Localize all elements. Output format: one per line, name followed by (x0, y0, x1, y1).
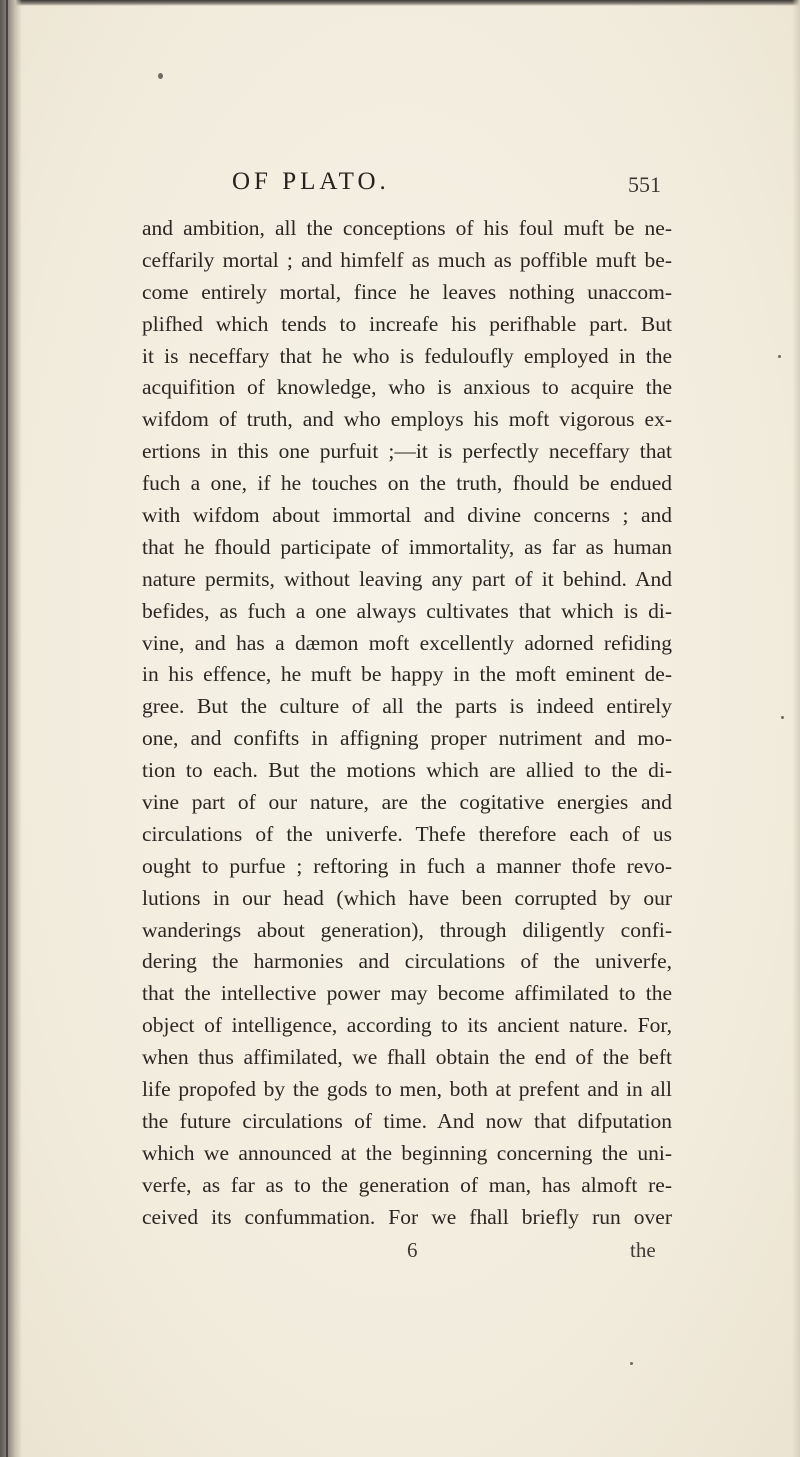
text-line: fuch a one, if he touches on the truth, fhould be endued (142, 471, 672, 496)
text-line: acquifition of knowledge, who is anxious to acquire the (142, 375, 672, 400)
text-line: that he fhould participate of immortality, as far as human (142, 534, 672, 559)
page-footer (0, 1238, 800, 1270)
paper-speck (781, 716, 784, 719)
text-line: ceived its confummation. For we fhall briefly run over (142, 1204, 672, 1229)
paper-speck (630, 1362, 633, 1365)
text-line: ought to purfue ; reftoring in fuch a manner thofe revo- (142, 853, 672, 878)
text-line: object of intelligence, according to its ancient nature. For, (142, 1013, 672, 1038)
text-line: circulations of the univerfe. Thefe therefore each of us (142, 821, 672, 846)
text-line: it is neceffary that he who is feduloufly employed in the (142, 343, 672, 368)
text-line: when thus affimilated, we fhall obtain the end of the beft (142, 1045, 672, 1070)
text-line: one, and confifts in affigning proper nutriment and mo- (142, 726, 672, 751)
text-line: nature permits, without leaving any part of it behind. And (142, 566, 672, 591)
text-line: befides, as fuch a one always cultivates that which is di- (142, 598, 672, 623)
text-line: wanderings about generation), through diligently confi- (142, 917, 672, 942)
text-line: vine, and has a dæmon moft excellently adorned refiding (142, 630, 672, 655)
text-line: with wifdom about immortal and divine concerns ; and (142, 503, 672, 528)
text-line: tion to each. But the motions which are allied to the di- (142, 758, 672, 783)
text-line: ertions in this one purfuit ;—it is perfectly neceffary that (142, 439, 672, 464)
page-number: 551 (628, 172, 661, 197)
text-line: which we announced at the beginning concerning the uni- (142, 1140, 672, 1165)
signature-mark: 6 (407, 1238, 418, 1262)
text-line: dering the harmonies and circulations of the univerfe, (142, 949, 672, 974)
text-line: ceffarily mortal ; and himfelf as much as poffible muft be- (142, 247, 672, 272)
text-line: that the intellective power may become affimilated to the (142, 981, 672, 1006)
body-text (142, 213, 672, 1234)
text-line: in his effence, he muft be happy in the moft eminent de- (142, 662, 672, 687)
text-line: life propofed by the gods to men, both at prefent and in all (142, 1077, 672, 1102)
catchword: the (630, 1238, 656, 1262)
text-line: come entirely mortal, fince he leaves nothing unaccom- (142, 279, 672, 304)
text-line: plifhed which tends to increafe his perifhable part. But (142, 311, 672, 336)
page-top-edge (0, 0, 800, 6)
running-head (0, 168, 800, 208)
text-line: and ambition, all the conceptions of his foul muft be ne- (142, 216, 672, 240)
text-line: vine part of our nature, are the cogitative energies and (142, 790, 672, 815)
paper-speck (778, 355, 781, 358)
running-title: OF PLATO. (232, 168, 390, 195)
paper-speck (158, 73, 163, 79)
text-line: lutions in our head (which have been corrupted by our (142, 885, 672, 910)
text-line: the future circulations of time. And now that difputation (142, 1108, 672, 1133)
text-line: wifdom of truth, and who employs his moft vigorous ex- (142, 407, 672, 432)
text-line: gree. But the culture of all the parts is indeed entirely (142, 694, 672, 719)
text-line: verfe, as far as to the generation of man, has almoft re- (142, 1172, 672, 1197)
